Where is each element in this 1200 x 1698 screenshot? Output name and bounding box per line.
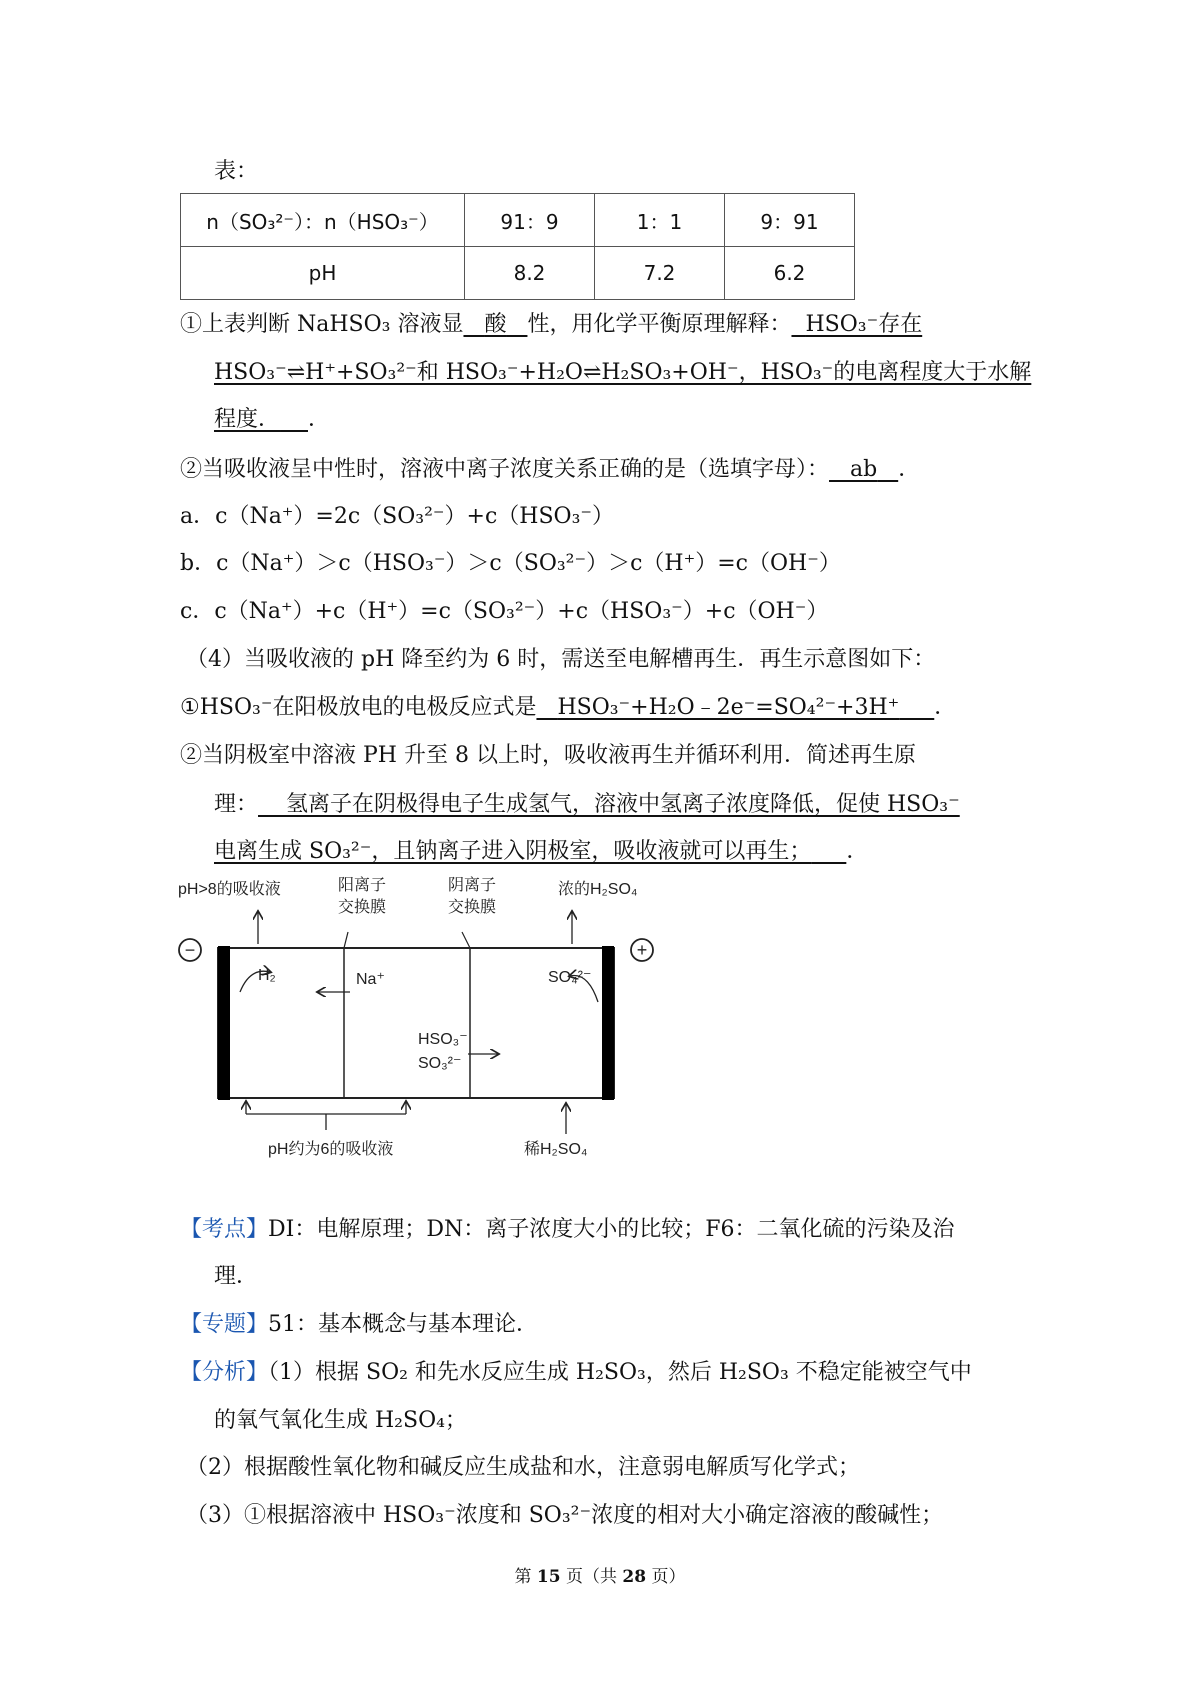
option-c: c．c（Na⁺）+c（H⁺）=c（SO₃²⁻）+c（HSO₃⁻）+c（OH⁻） xyxy=(180,599,829,624)
fenxi-line-2: 的氧气氧化生成 H₂SO₄； xyxy=(214,1408,467,1433)
table-row xyxy=(181,247,855,300)
q4-part-1: ①HSO₃⁻在阳极放电的电极反应式是 HSO₃⁻+H₂O﹣2e⁻=SO₄²⁻+3H⁺ ． xyxy=(180,695,957,720)
zhuanti-tag: 【专题】 xyxy=(180,1312,269,1337)
table-cell: 91：9 xyxy=(465,194,595,247)
q2-question: ②当吸收液呈中性时，溶液中离子浓度关系正确的是（选填字母）： ab ． xyxy=(180,457,921,482)
kaodian-line-2: 理． xyxy=(214,1264,259,1289)
svg-text:+: + xyxy=(636,940,648,960)
output-left-label: pH>8的吸收液 xyxy=(178,881,281,898)
page-total: 28 xyxy=(622,1567,647,1587)
table-cell: 7.2 xyxy=(595,247,725,300)
na-ion-label: Na⁺ xyxy=(356,971,385,988)
option-a: a．c（Na⁺）=2c（SO₃²⁻）+c（HSO₃⁻） xyxy=(180,504,615,529)
q1-line-1: ①上表判断 NaHSO₃ 溶液显 酸 性，用化学平衡原理解释： HSO₃⁻存在 xyxy=(180,312,923,337)
table-row xyxy=(181,194,855,247)
answer-blank: HSO₃⁻+H₂O﹣2e⁻=SO₄²⁻+3H⁺ xyxy=(557,695,900,720)
answer-blank: 酸 xyxy=(484,312,507,337)
answer-blank: HSO₃⁻存在 xyxy=(805,312,923,337)
h2-label: H₂ xyxy=(258,967,276,984)
svg-text:−: − xyxy=(184,940,196,960)
svg-text:交换膜: 交换膜 xyxy=(448,899,497,916)
table-intro: 表： xyxy=(214,159,259,184)
fenxi-line-3: （2）根据酸性氧化物和碱反应生成盐和水，注意弱电解质写化学式； xyxy=(186,1455,860,1480)
kaodian-line-1: 【考点】DI：电解原理；DN：离子浓度大小的比较；F6：二氧化硫的污染及治 xyxy=(180,1217,955,1242)
page-footer: 第 15 页（共 28 页） xyxy=(514,1567,686,1587)
q1-line-3: 程度． ． xyxy=(214,407,331,432)
bisulfite-ion-label: HSO₃⁻ xyxy=(418,1031,468,1048)
q4-part-2-line-2: 理： 氢离子在阴极得电子生成氢气，溶液中氢离子浓度降低，促使 HSO₃⁻ xyxy=(214,792,960,817)
table-header-cell: n（SO₃²⁻）：n（HSO₃⁻） xyxy=(181,194,465,247)
q4-intro: （4）当吸收液的 pH 降至约为 6 时，需送至电解槽再生．再生示意图如下： xyxy=(186,647,936,672)
fenxi-tag: 【分析】 xyxy=(180,1360,269,1385)
sulfate-ion-label: SO₄²⁻ xyxy=(548,969,592,986)
kaodian-tag: 【考点】 xyxy=(180,1217,269,1242)
option-b: b．c（Na⁺）＞c（HSO₃⁻）＞c（SO₃²⁻）＞c（H⁺）=c（OH⁻） xyxy=(180,551,841,576)
table-cell: 8.2 xyxy=(465,247,595,300)
table-cell: 9：91 xyxy=(725,194,855,247)
ratio-ph-table xyxy=(180,193,855,300)
q4-part-2-line-3: 电离生成 SO₃²⁻，且钠离子进入阴极室，吸收液就可以再生； ． xyxy=(214,839,869,864)
input-bottom-label: pH约为6的吸收液 xyxy=(268,1141,394,1158)
svg-text:交换膜: 交换膜 xyxy=(338,899,387,916)
cation-membrane-label: 阳离子 xyxy=(338,877,387,894)
zhuanti-line: 【专题】51：基本概念与基本理论． xyxy=(180,1312,539,1337)
table-cell: 1：1 xyxy=(595,194,725,247)
fenxi-line-4: （3）①根据溶液中 HSO₃⁻浓度和 SO₃²⁻浓度的相对大小确定溶液的酸碱性； xyxy=(186,1503,944,1528)
q1-line-2: HSO₃⁻⇌H⁺+SO₃²⁻和 HSO₃⁻+H₂O⇌H₂SO₃+OH⁻，HSO₃⁻的电离程度大于水解 xyxy=(214,360,1032,385)
cathode-plate xyxy=(218,946,230,1100)
table-cell: 6.2 xyxy=(725,247,855,300)
anode-plate xyxy=(602,946,614,1100)
page-number: 15 xyxy=(536,1567,561,1587)
sulfite-ion-label: SO₃²⁻ xyxy=(418,1055,462,1072)
output-right-label: 浓的H₂SO₄ xyxy=(558,881,638,898)
q4-part-2-line-1: ②当阴极室中溶液 PH 升至 8 以上时，吸收液再生并循环利用．简述再生原 xyxy=(180,743,916,768)
electrolysis-diagram xyxy=(178,872,658,1160)
fenxi-line-1: 【分析】（1）根据 SO₂ 和先水反应生成 H₂SO₃，然后 H₂SO₃ 不稳定能被空气中 xyxy=(180,1360,972,1385)
answer-blank: ab xyxy=(850,457,878,482)
table-header-cell: pH xyxy=(181,247,465,300)
input-right-label: 稀H₂SO₄ xyxy=(524,1141,588,1158)
answer-blank: 氢离子在阴极得电子生成氢气，溶液中氢离子浓度降低，促使 HSO₃⁻ xyxy=(286,792,960,817)
anion-membrane-label: 阴离子 xyxy=(448,877,497,894)
